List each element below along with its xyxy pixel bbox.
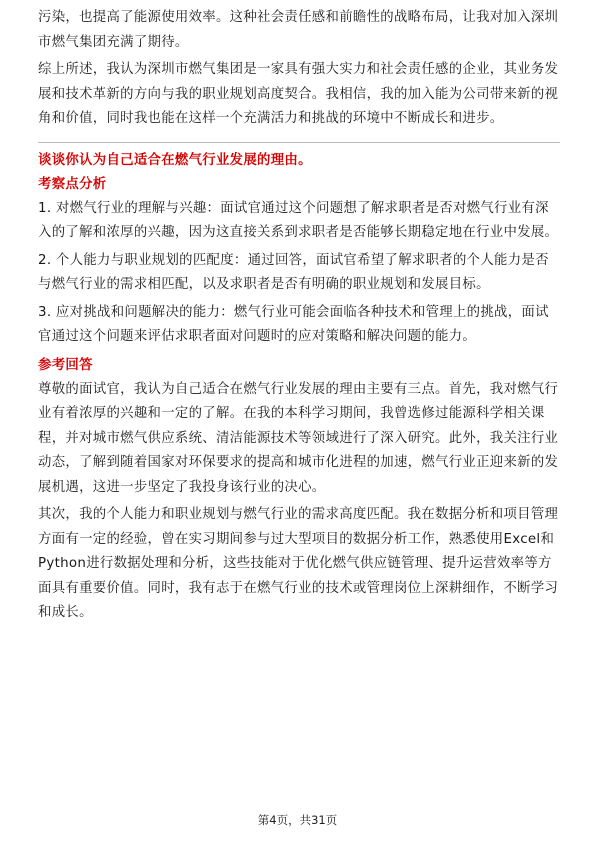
analysis-point: 3. 应对挑战和问题解决的能力：燃气行业可能会面临各种技术和管理上的挑战，面试官通过这个问题来评估求职者面对问题时的应对策略和解决问题的能力。 [38, 304, 549, 344]
answer-paragraph: 尊敬的面试官，我认为自己适合在燃气行业发展的理由主要有三点。首先，我对燃气行业有着浓厚的兴趣和一定的了解。在我的本科学习期间，我曾选修过能源科学相关课程，并对城市燃气供应系统、清洁能源技术等领域进行了深入研究。此外，我关注行业动态，了解到随着国家对环保要求的提高和城市化进程的加速，燃气行业正迎来新的发展机遇，这进一步坚定了我投身该行业的决心。 [38, 381, 559, 495]
question-title: 谈谈你认为自己适合在燃气行业发展的理由。 [38, 152, 312, 168]
document-page [38, 6, 560, 629]
intro-paragraph: 污染，也提高了能源使用效率。这种社会责任感和前瞻性的战略布局，让我对加入深圳市燃气集团充满了期待。 [38, 10, 559, 50]
analysis-point: 2. 个人能力与职业规划的匹配度：通过回答，面试官希望了解求职者的个人能力是否与燃气行业的需求相匹配，以及求职者是否有明确的职业规划和发展目标。 [38, 252, 549, 292]
answer-heading: 参考回答 [38, 357, 93, 373]
analysis-point: 1. 对燃气行业的理解与兴趣：面试官通过这个问题想了解求职者是否对燃气行业有深入的了解和浓厚的兴趣，因为这直接关系到求职者是否能够长期稳定地在行业中发展。 [38, 200, 559, 240]
section-divider [38, 142, 560, 143]
intro-paragraph: 综上所述，我认为深圳市燃气集团是一家具有强大实力和社会责任感的企业，其业务发展和技术革新的方向与我的职业规划高度契合。我相信，我的加入能为公司带来新的视角和价值，同时我也能在这样一个充满活力和挑战的环境中不断成长和进步。 [38, 62, 559, 126]
analysis-heading: 考察点分析 [38, 176, 107, 192]
answer-paragraph: 其次，我的个人能力和职业规划与燃气行业的需求高度匹配。我在数据分析和项目管理方面有一定的经验，曾在实习期间参与过大型项目的数据分析工作，熟悉使用Excel和Python进行数据处理和分析，这些技能对于优化燃气供应链管理、提升运营效率等方面具有重要价值。同时，我有志于在燃气行业的技术或管理岗位上深耕细作，不断学习和成长。 [38, 507, 559, 620]
page-number-footer: 第4页，共31页 [257, 813, 338, 827]
